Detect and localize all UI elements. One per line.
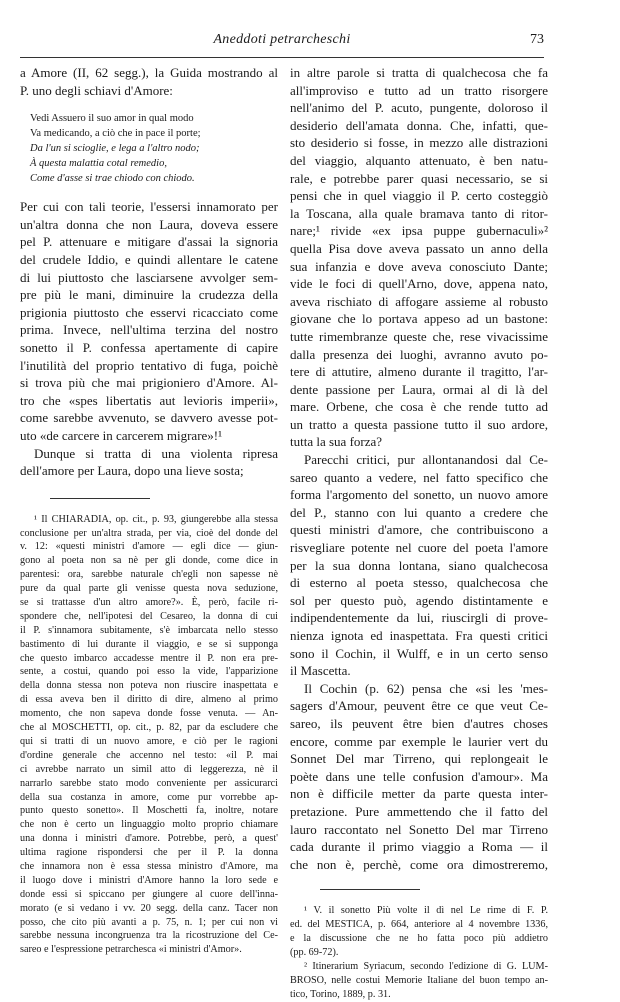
body-line: tutte rimembranze queste che, rese vivacissime bbox=[290, 328, 548, 344]
footnote-line: una donna i ministri d'amore. Potrebbe, però, a quest' bbox=[20, 833, 278, 845]
body-line: tutta la sua forza? bbox=[290, 434, 383, 450]
footnote-line: della sua costanza in amore, come pur vorrebbe ap- bbox=[20, 791, 278, 803]
body-line: non è difficile metter da parte questa inter- bbox=[290, 786, 548, 802]
footnote-line: parentesi: ora, sarebbe naturale ch'egli non sapesse nè bbox=[20, 569, 278, 581]
body-line: quella Pisa dove aveva passato un anno della bbox=[290, 240, 548, 256]
footnote-line: ci avrebbe narrato un simil atto di leggerezza, nè il bbox=[20, 763, 278, 775]
verse-quotation bbox=[20, 111, 278, 186]
footnote-line: gono al poeta non sa nè per gli donde, come dice in bbox=[20, 555, 278, 567]
body-line: per la sua donna lontana, siano qualchecosa bbox=[290, 557, 548, 573]
body-line: sol per questo può, agendo distintamente e bbox=[290, 592, 548, 608]
body-line: nare;¹ rivide «ex ipsa puppe gubernaculi»² bbox=[290, 223, 548, 239]
footnote-line: ¹ Il CHIARADIA, op. cit., p. 93, giungerebbe alla stessa bbox=[34, 513, 278, 525]
body-line: nell'animo del P. acuto, pungente, doloroso il bbox=[290, 100, 548, 116]
body-line: sto desiderio si fosse, in mezzo alle distrazioni bbox=[290, 135, 548, 151]
body-line: nienza ignota ed inaspettata. Fra questi critici bbox=[290, 628, 548, 643]
body-line: sagers d'Amour, peuvent être ce que veut Ce- bbox=[290, 698, 548, 714]
header-rule bbox=[20, 57, 544, 58]
body-line: tro che «spes libertatis aut levioris imperii», bbox=[20, 392, 278, 408]
body-line: Parecchi critici, pur allontanandosi dal Ce- bbox=[304, 452, 548, 468]
footnote-line: donde essi si spiccano per giungere al cuore dell'inna- bbox=[20, 888, 278, 900]
right-body-part-2 bbox=[290, 451, 548, 680]
footnote-rule bbox=[50, 498, 150, 499]
right-body-part-1 bbox=[290, 64, 548, 451]
footnote-line: che al MOSCHETTI, op. cit., p. 82, par da escludere che bbox=[20, 722, 278, 734]
left-intro bbox=[20, 64, 278, 99]
body-line: lauro raccontato nel Sonetto Del mar Tirreno bbox=[290, 821, 548, 837]
body-line: indipendentemente da lui, riuscirgli di prove- bbox=[290, 610, 548, 626]
footnote-line: (pp. 69-72). bbox=[290, 947, 339, 959]
footnote-line: tico, Torino, 1889, p. 31. bbox=[290, 989, 391, 1001]
body-line: sonetto il P. confessa apertamente di capire bbox=[20, 339, 278, 355]
body-line: come sarebbe avvenuto, se davvero avesse pot- bbox=[20, 410, 278, 426]
body-line: mare. Orbene, che cosa è che rende tutto ad bbox=[290, 399, 548, 415]
body-line: di esterno al poeta stesso, qualchecosa che bbox=[290, 575, 548, 591]
footnote-line: punto questo sonetto». Il Moschetti fa, inoltre, notare bbox=[20, 805, 278, 817]
body-line: pel P. attenuare e mitigare d'assai la signoria bbox=[20, 234, 278, 250]
footnote-line: v. 12: «questi ministri d'amore — egli dice — giun- bbox=[20, 541, 278, 553]
intro-line: P. uno degli schiavi d'Amore: bbox=[20, 82, 173, 98]
body-line: dente passione per Laura, ormai al di là del bbox=[290, 381, 548, 397]
footnote-line: BROSO, nelle costui Memorie Italiane del buon tempo an- bbox=[290, 975, 548, 987]
body-line: pretazione. Pure ammettendo che il fatto del bbox=[290, 803, 548, 819]
body-line: del crudele Iddio, e quindi allentare le catene bbox=[20, 251, 278, 267]
body-line: Sonnet Del mar Tirreno, qui replongeait le bbox=[290, 751, 548, 767]
running-header bbox=[20, 32, 544, 54]
footnote-line: ultima ragione rispondersi che per il P. la donna bbox=[20, 847, 278, 859]
body-line: del P., stanno con lui quanto a credere che bbox=[290, 504, 548, 520]
body-line: questi ministri d'amore, che contribuiscono a bbox=[290, 522, 548, 538]
left-footnotes bbox=[20, 513, 278, 958]
verse-line: À questa malattia cotal remedio, bbox=[30, 158, 167, 170]
running-title: Aneddoti petrarcheschi bbox=[213, 32, 351, 47]
verse-line: Da l'un si scioglie, e lega a l'altro nodo; bbox=[30, 143, 200, 155]
footnote-line: bastimento di lui durante il viaggio, e se si supponga bbox=[20, 638, 278, 650]
footnote-line: conclusione per un'altra strada, per via, cioè del donde del bbox=[20, 527, 278, 539]
footnote-line: che non è certo un linguaggio molto proprio chiamare bbox=[20, 819, 278, 831]
footnote-line: posso, che cito più avanti a p. 75, n. 1; per cui non vi bbox=[20, 916, 278, 928]
body-line: vide le foci di quell'Arno, dove, appena nato, bbox=[290, 276, 548, 292]
footnote-line: morato (e si vedano i vv. 20 segg. della canz. Tacer non bbox=[20, 902, 278, 914]
footnote-line: qui si tratti di un nuovo amore, e ciò per le ragioni bbox=[20, 735, 278, 747]
left-body-text bbox=[20, 198, 278, 480]
body-line: poète dans une telle confusion d'amour». Ma bbox=[290, 768, 548, 784]
footnote-line: il luogo dove i ministri d'Amore hanno la loro sede e bbox=[20, 874, 278, 886]
right-column bbox=[290, 64, 548, 1002]
body-line: rale, e potrebbe parer quasi necessario, se si bbox=[290, 170, 548, 186]
verse-line: Va medicando, a ciò che in pace il porte; bbox=[30, 128, 201, 140]
body-line: sono il Cochin, il Wulff, e in un certo senso bbox=[290, 645, 548, 661]
body-line: un'altra donna che non Laura, doveva essere bbox=[20, 216, 278, 232]
body-line: si trova più che mai prigioniero d'Amore. Al- bbox=[20, 375, 278, 391]
body-line: il Mascetta. bbox=[290, 663, 351, 679]
footnote-line: di essa aveva ben il diritto di dire, almeno al primo bbox=[20, 694, 278, 706]
body-line: dalla presenza dei luoghi, avranno avuto po- bbox=[290, 346, 548, 362]
body-line: del viaggio, alquanto attenuato, è ben natu- bbox=[290, 152, 548, 168]
body-line: di lui piuttosto che lasciarsene avvolger sem- bbox=[20, 269, 278, 285]
footnote-line: ¹ V. il sonetto Più volte il dì nel Le rime di F. P. bbox=[304, 905, 548, 917]
body-line: pre più le mani, diminuire la crudezza della bbox=[20, 287, 278, 303]
footnote-line: sarebbe nessuna incongruenza tra la ricostruzione del Ce- bbox=[20, 930, 278, 942]
body-line: che non è, perchè, come ora dimostreremo, bbox=[290, 856, 548, 872]
body-line: sua infanzia e dove aveva conosciuto Dante; bbox=[290, 258, 548, 274]
body-line: forma l'argomento del sonetto, un nuovo amore bbox=[290, 487, 548, 503]
body-line: risvegliare potente nel cuore del poeta l'amore bbox=[290, 540, 548, 556]
body-line: pensi che in quel viaggio il P. certo costeggiò bbox=[290, 188, 548, 204]
footnote-line: sareo e l'espressione petrarchesca «i ministri d'Amor». bbox=[20, 944, 242, 956]
footnote-line: se si trattasse d'un altro amore?». È, però, facile ri- bbox=[20, 597, 278, 609]
footnote-line: che questo imbarco accadesse mentre il P. non era pre- bbox=[20, 652, 278, 664]
footnote-line: il P. s'innamora subitamente, s'è imbarcata nello stesso bbox=[20, 624, 278, 636]
body-line: sareo quanto a vedere, nel fatto specifico che bbox=[290, 469, 548, 485]
footnote-line: e la discussione che ne ho fatta poco più addietro bbox=[290, 933, 548, 945]
footnote-line: d'ordine generale che accenno nel testo: «il P. mai bbox=[20, 749, 278, 761]
footnote-line: che innamora non è essa stessa ministro d'Amore, ma bbox=[20, 860, 278, 872]
body-line: all'improviso e tutto ad un tratto risorgere bbox=[290, 82, 548, 98]
body-line: dell'amore per Laura, dopo una lieve sosta; bbox=[20, 463, 244, 479]
body-line: tere di attutire, almeno durante il tragitto, l'ar- bbox=[290, 364, 548, 380]
footnote-line: ed. del MESTICA, p. 664, anteriore al 4 novembre 1336, bbox=[290, 919, 548, 931]
page-number: 73 bbox=[530, 32, 544, 47]
footnote-line: della donna stessa non poteva non riuscire inaspettata e bbox=[20, 680, 278, 692]
body-line: aveva rischiato di affogare assieme al robusto bbox=[290, 293, 548, 309]
body-line: prima. Invece, nell'ultima terzina del nostro bbox=[20, 322, 278, 338]
footnote-line: narrarlo sarebbe stato modo conveniente per assicurarci bbox=[20, 777, 278, 789]
body-line: la Toscana, alla quale bramava tanto di ritor- bbox=[290, 205, 548, 221]
verse-line: Vedi Assuero il suo amor in qual modo bbox=[30, 113, 194, 125]
body-line: sareo, ils peuvent être bien d'autres choses bbox=[290, 715, 548, 731]
footnote-line: ² Itinerarium Syriacum, secondo l'edizione di G. LUM- bbox=[304, 961, 548, 973]
right-body-part-3 bbox=[290, 680, 548, 874]
body-line: uto «de carcere in carcerem migrare»!¹ bbox=[20, 427, 223, 443]
body-line: Il Cochin (p. 62) pensa che «si les 'mes- bbox=[304, 680, 548, 696]
footnote-line: momento, che non sapeva donde fosse venuta. — An- bbox=[20, 708, 278, 720]
right-footnotes bbox=[290, 904, 548, 1002]
body-line: prigionia piuttosto che esservi ricacciato come bbox=[20, 304, 278, 320]
footnote-line: spondere che, nell'ipotesi del Cesareo, la donna di cui bbox=[20, 610, 278, 622]
intro-line: a Amore (II, 62 segg.), la Guida mostrando al bbox=[20, 65, 278, 80]
body-line: encore, comme par exemple le laurier vert du bbox=[290, 733, 548, 749]
body-line: un tratto a questa passione tutto il suo ardore, bbox=[290, 416, 548, 432]
body-line: l'inutilità del proprio tentativo di fuga, poichè bbox=[20, 357, 278, 373]
body-line: Dunque si tratta di una violenta ripresa bbox=[34, 445, 278, 461]
footnote-rule-right bbox=[320, 889, 420, 890]
verse-line: Come d'asse si trae chiodo con chiodo. bbox=[30, 173, 195, 185]
body-line: giovane che lo portava appeso ad un bastone: bbox=[290, 311, 548, 327]
body-line: cada durante il primo viaggio a Roma — il bbox=[290, 839, 548, 855]
footnote-line: sente, a costui, quando poi esso la vide, l'apparizione bbox=[20, 666, 278, 678]
body-line: in altre parole si tratta di qualchecosa che fa bbox=[290, 65, 548, 80]
footnote-line: pure da qual parte gli venisse questa nova seduzione, bbox=[20, 583, 278, 595]
left-column bbox=[20, 64, 278, 957]
body-line: desiderio dell'amata donna. Che, infatti, que- bbox=[290, 117, 548, 133]
body-line: Per cui con tali teorie, l'essersi innamorato per bbox=[20, 199, 278, 215]
